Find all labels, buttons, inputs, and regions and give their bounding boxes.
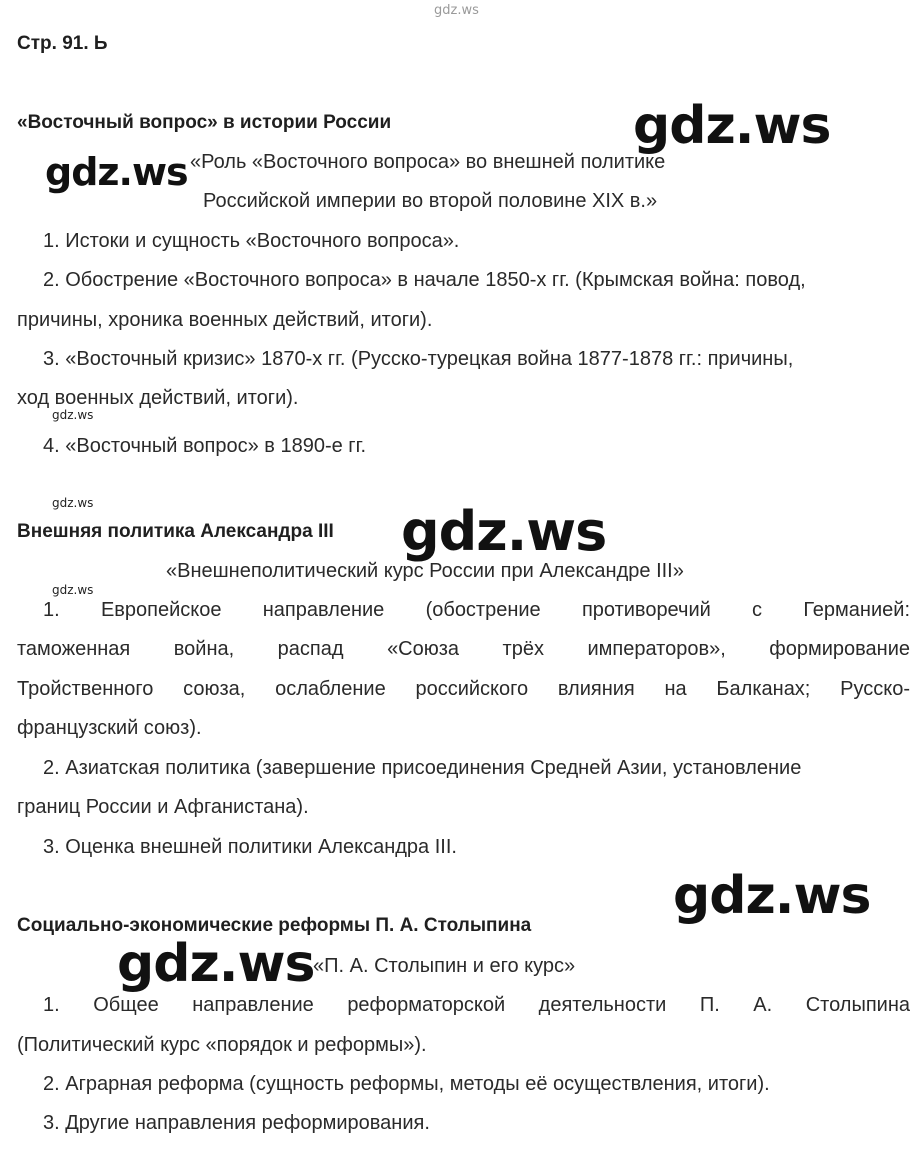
section-2-item-2-line-1: 2. Азиатская политика (завершение присоединения Средней Азии, установление [43,757,802,779]
section-1-item-1: 1. Истоки и сущность «Восточного вопроса». [43,230,460,252]
section-2-heading: Внешняя политика Александра III [17,521,334,542]
section-2-item-3: 3. Оценка внешней политики Александра III. [43,836,457,858]
section-2-item-1-line-2: таможенная война, распад «Союза трёх императоров», формирование [17,638,910,660]
watermark-small: gdz.ws [52,583,94,597]
watermark-medium: gdz.ws [45,150,188,194]
section-1-item-3-line-2: ход военных действий, итоги). [17,387,299,409]
section-2-item-2-line-2: границ России и Афганистана). [17,796,309,818]
section-3-item-1-line-1: 1. Общее направление реформаторской деятельности П. А. Столыпина [43,994,910,1016]
section-2-title: «Внешнеполитический курс России при Александре III» [166,560,684,582]
watermark-large: gdz.ws [117,934,315,994]
section-3-item-3: 3. Другие направления реформирования. [43,1112,430,1134]
watermark-large: gdz.ws [633,96,831,156]
section-1-title-line-2: Российской империи во второй половине XIX в.» [203,190,658,212]
section-1-item-2-line-1: 2. Обострение «Восточного вопроса» в начале 1850-х гг. (Крымская война: повод, [43,269,806,291]
section-3-title: «П. А. Столыпин и его курс» [313,955,576,977]
section-1-heading: «Восточный вопрос» в истории России [17,112,392,133]
watermark-top: gdz.ws [434,3,479,18]
watermark-small: gdz.ws [52,496,94,510]
watermark-large: gdz.ws [401,500,607,563]
section-3-item-2: 2. Аграрная реформа (сущность реформы, методы её осуществления, итоги). [43,1073,770,1095]
section-3-heading: Социально-экономические реформы П. А. Столыпина [17,915,532,936]
section-1-item-4: 4. «Восточный вопрос» в 1890-е гг. [43,435,367,457]
section-1-item-2-line-2: причины, хроника военных действий, итоги). [17,309,433,331]
section-2-item-1-line-1: 1. Европейское направление (обострение противоречий с Германией: [43,599,910,621]
watermark-large: gdz.ws [673,866,871,926]
watermark-small: gdz.ws [52,408,94,422]
section-1-title-line-1: «Роль «Восточного вопроса» во внешней политике [190,151,666,173]
section-2-item-1-line-4: французский союз). [17,717,202,739]
section-2-item-1-line-3: Тройственного союза, ослабление российского влияния на Балканах; Русско- [17,678,910,700]
section-3-item-1-line-2: (Политический курс «порядок и реформы»). [17,1034,427,1056]
section-1-item-3-line-1: 3. «Восточный кризис» 1870-х гг. (Русско-турецкая война 1877-1878 гг.: причины, [43,348,794,370]
page-header: Стр. 91. Ь [17,33,108,54]
